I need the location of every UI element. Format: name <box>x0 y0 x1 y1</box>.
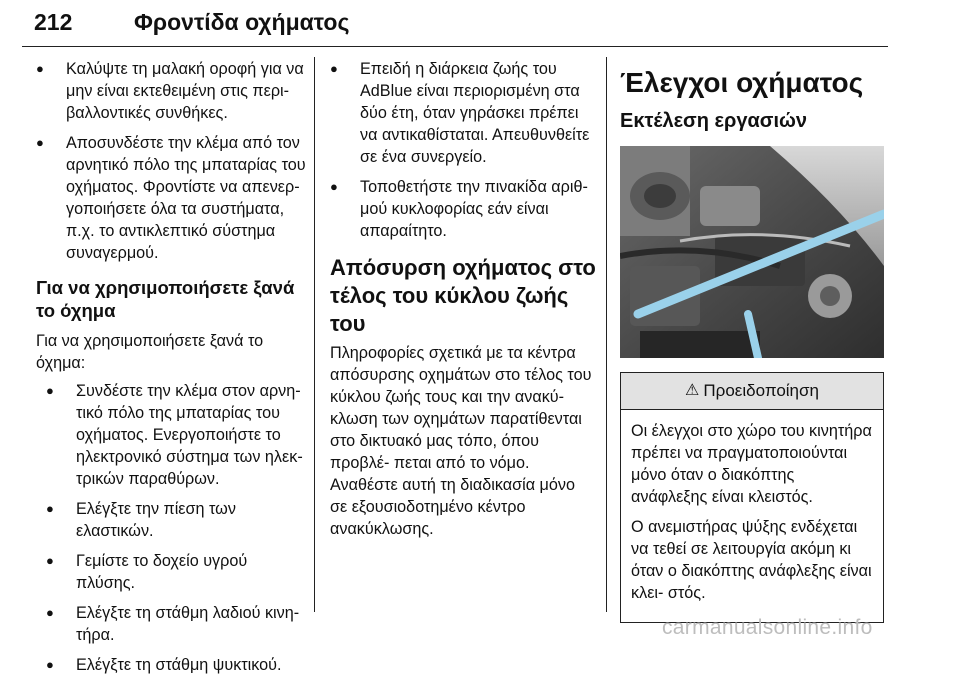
page-number: 212 <box>34 9 73 35</box>
section-heading: Απόσυρση οχήματος στο τέλος του κύκλου ζωής του <box>330 255 596 336</box>
paragraph: Για να χρησιμοποιήσετε ξανά το όχημα: <box>36 332 264 372</box>
section-heading: Εκτέλεση εργασιών <box>620 110 808 132</box>
list-item: ● Συνδέστε την κλέμα στον αρνη- τικό πόλο της μπαταρίας του οχήματος. Ενεργοποιήστε το ηλεκτρονικό σύστημα των ηλεκ- τρικών παραθύρων. <box>46 380 306 490</box>
bullet-list <box>330 58 596 242</box>
header-rule <box>22 46 888 47</box>
section-heading: Για να χρησιμοποιήσετε ξανά το όχημα <box>36 277 295 321</box>
list-item: ● Ελέγξτε την πίεση των ελαστικών. <box>46 498 306 542</box>
warning-header <box>621 373 883 410</box>
bullet-list <box>36 58 306 264</box>
list-item: ● Τοποθετήστε την πινακίδα αριθ- μού κυκλοφορίας εάν είναι απαραίτητο. <box>330 176 596 242</box>
bullet-list <box>46 380 306 676</box>
list-item: ● Ελέγξτε τη στάθμη λαδιού κινη- τήρα. <box>46 602 306 646</box>
page-header <box>22 3 888 47</box>
warning-body <box>621 410 883 622</box>
warning-paragraph: Ο ανεμιστήρας ψύξης ενδέχεται να τεθεί σε λειτουργία ακόμη κι όταν ο διακόπτης ανάφλεξης είναι κλει- στός. <box>631 518 872 602</box>
column-divider <box>314 57 315 612</box>
column-middle <box>330 58 596 546</box>
warning-title: Προειδοποίηση <box>703 381 819 400</box>
list-item: ● Ελέγξτε τη στάθμη ψυκτικού. <box>46 654 306 676</box>
list-item: ● Επειδή η διάρκεια ζωής του AdBlue είναι περιορισμένη στα δύο έτη, όταν γηράσκει πρέπει να αντικαθίσταται. Απευθυνθείτε σε ένα συνεργείο. <box>330 58 596 168</box>
page-title: Φροντίδα οχήματος <box>134 9 350 35</box>
warning-box <box>620 372 884 623</box>
column-left <box>36 58 306 684</box>
list-item: ● Γεμίστε το δοχείο υγρού πλύσης. <box>46 550 306 594</box>
warning-triangle-icon: ⚠ <box>685 382 700 399</box>
watermark: carmanualsonline.info <box>662 616 873 639</box>
list-item: ● Αποσυνδέστε την κλέμα από τον αρνητικό πόλο της μπαταρίας του οχήματος. Φροντίστε να απενερ- γοποιήσετε όλα τα συστήματα, π.χ. το αντικλεπτικό σύστημα συναγερμού. <box>36 132 306 264</box>
chapter-heading: Έλεγχοι οχήματος <box>620 67 864 98</box>
paragraph: Πληροφορίες σχετικά με τα κέντρα απόσυρσης οχημάτων στο τέλος του κύκλου ζωής τους και την ανακύ- κλωση των οχημάτων παρατίθενται στο δικτυακό μας τόπο, όπου προβλέ- πεται από το νόμο. Αναθέστε αυτή τη διαδικασία μόνο σε εξουσιοδοτημένο κέντρο ανακύκλωσης. <box>330 344 592 538</box>
engine-bay-photo <box>620 146 884 358</box>
warning-paragraph: Οι έλεγχοι στο χώρο του κινητήρα πρέπει να πραγματοποιούνται μόνο όταν ο διακόπτης ανάφλεξης είναι κλειστός. <box>631 422 872 506</box>
column-right <box>620 58 890 623</box>
list-item: ● Καλύψτε τη μαλακή οροφή για να μην είναι εκτεθειμένη στις περι- βαλλοντικές συνθήκες. <box>36 58 306 124</box>
column-divider <box>606 57 607 612</box>
